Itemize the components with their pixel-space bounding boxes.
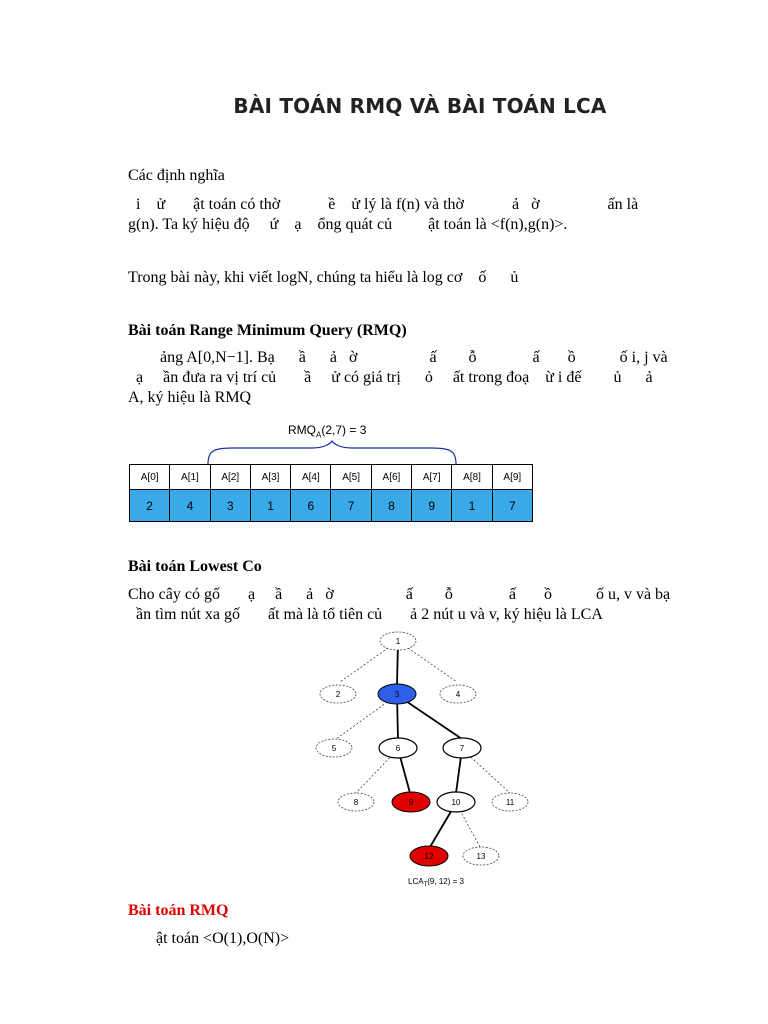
- array-value-cell: 7: [492, 490, 532, 522]
- tree-node-label: 4: [455, 690, 461, 699]
- tree-node-label: 9: [408, 798, 414, 807]
- range-brace: [206, 440, 458, 466]
- tree-node-label: 6: [395, 744, 401, 753]
- tree-node-label: 5: [331, 744, 337, 753]
- rmq-array: [129, 464, 533, 522]
- array-index-cell: A[8]: [452, 465, 492, 490]
- tree-node-label: 1: [395, 637, 401, 646]
- rmq-figure-label: [288, 423, 366, 439]
- array-index-cell: A[6]: [371, 465, 411, 490]
- tree-edges: [336, 641, 510, 847]
- array-value-cell: 4: [170, 490, 210, 522]
- tree-node-label: 12: [424, 852, 434, 861]
- array-index-row: [130, 465, 533, 490]
- tree-node-label: 11: [505, 798, 515, 807]
- definitions-line-2: g(n). Ta ký hiệu độ ứ ạ ổng quát củ ật toán là <f(n),g(n)>.: [128, 216, 568, 233]
- array-value-cell: 7: [331, 490, 371, 522]
- array-value-cell: 1: [250, 490, 290, 522]
- tree-node-label: 8: [353, 798, 359, 807]
- tree-node-label: 2: [335, 690, 341, 699]
- array-value-cell: 9: [412, 490, 452, 522]
- lca-line-2: ần tìm nút xa gố ất mà là tổ tiên củ ả 2 nút u và v, ký hiệu là LCA: [128, 606, 603, 623]
- tree-node-label: 10: [451, 798, 461, 807]
- array-index-cell: A[9]: [492, 465, 532, 490]
- rmq-label-subscript: A: [316, 430, 322, 440]
- rmq-algorithm-line-1: ật toán <O(1),O(N)>: [156, 930, 290, 947]
- array-index-cell: A[4]: [291, 465, 331, 490]
- lca-section-heading: Bài toán Lowest Co: [128, 558, 262, 575]
- tree-caption-subscript: T: [423, 882, 428, 888]
- tree-caption-prefix: LCA: [408, 877, 424, 886]
- rmq-label-suffix: (2,7) = 3: [321, 423, 367, 437]
- array-value-cell: 2: [130, 490, 170, 522]
- rmq-section-heading: Bài toán Range Minimum Query (RMQ): [128, 322, 407, 339]
- array-value-cell: 3: [210, 490, 250, 522]
- tree-node-label: 13: [476, 852, 486, 861]
- array-index-cell: A[0]: [130, 465, 170, 490]
- array-index-cell: A[2]: [210, 465, 250, 490]
- tree-caption: [408, 877, 464, 888]
- array-value-cell: 1: [452, 490, 492, 522]
- array-value-row: [130, 490, 533, 522]
- lca-tree-diagram: [300, 628, 530, 890]
- array-index-cell: A[1]: [170, 465, 210, 490]
- rmq-line-1: ảng A[0,N−1]. Bạ ầ ả ờ ấ ỗ ấ ồ ố i, j và: [128, 349, 668, 366]
- tree-node-label: 7: [459, 744, 465, 753]
- tree-caption-suffix: (9, 12) = 3: [427, 877, 464, 886]
- lca-line-1: Cho cây có gố ạ ầ ả ờ ấ ỗ ấ ồ ố u, v và bạ: [128, 586, 671, 603]
- page-title: BÀI TOÁN RMQ VÀ BÀI TOÁN LCA: [233, 94, 607, 118]
- array-index-cell: A[7]: [412, 465, 452, 490]
- rmq-label-prefix: RMQ: [288, 423, 316, 437]
- rmq-line-2: ạ ần đưa ra vị trí củ ầ ử có giá trị ỏ ất trong đoạ ừ i đế ủ ả: [128, 369, 653, 386]
- array-index-cell: A[5]: [331, 465, 371, 490]
- definitions-heading: Các định nghĩa: [128, 167, 225, 184]
- array-value-cell: 8: [371, 490, 411, 522]
- array-index-cell: A[3]: [250, 465, 290, 490]
- array-value-cell: 6: [291, 490, 331, 522]
- definitions-line-1: i ử ật toán có thờ ề ử lý là f(n) và thờ ả ờ ấn là: [128, 196, 639, 213]
- definitions-line-3: Trong bài này, khi viết logN, chúng ta hiểu là log cơ ố ủ: [128, 269, 519, 286]
- tree-node-label: 3: [394, 690, 400, 699]
- rmq-algorithm-heading: Bài toán RMQ: [128, 902, 229, 919]
- tree-nodes: [316, 632, 528, 866]
- rmq-line-3: A, ký hiệu là RMQ: [128, 389, 252, 406]
